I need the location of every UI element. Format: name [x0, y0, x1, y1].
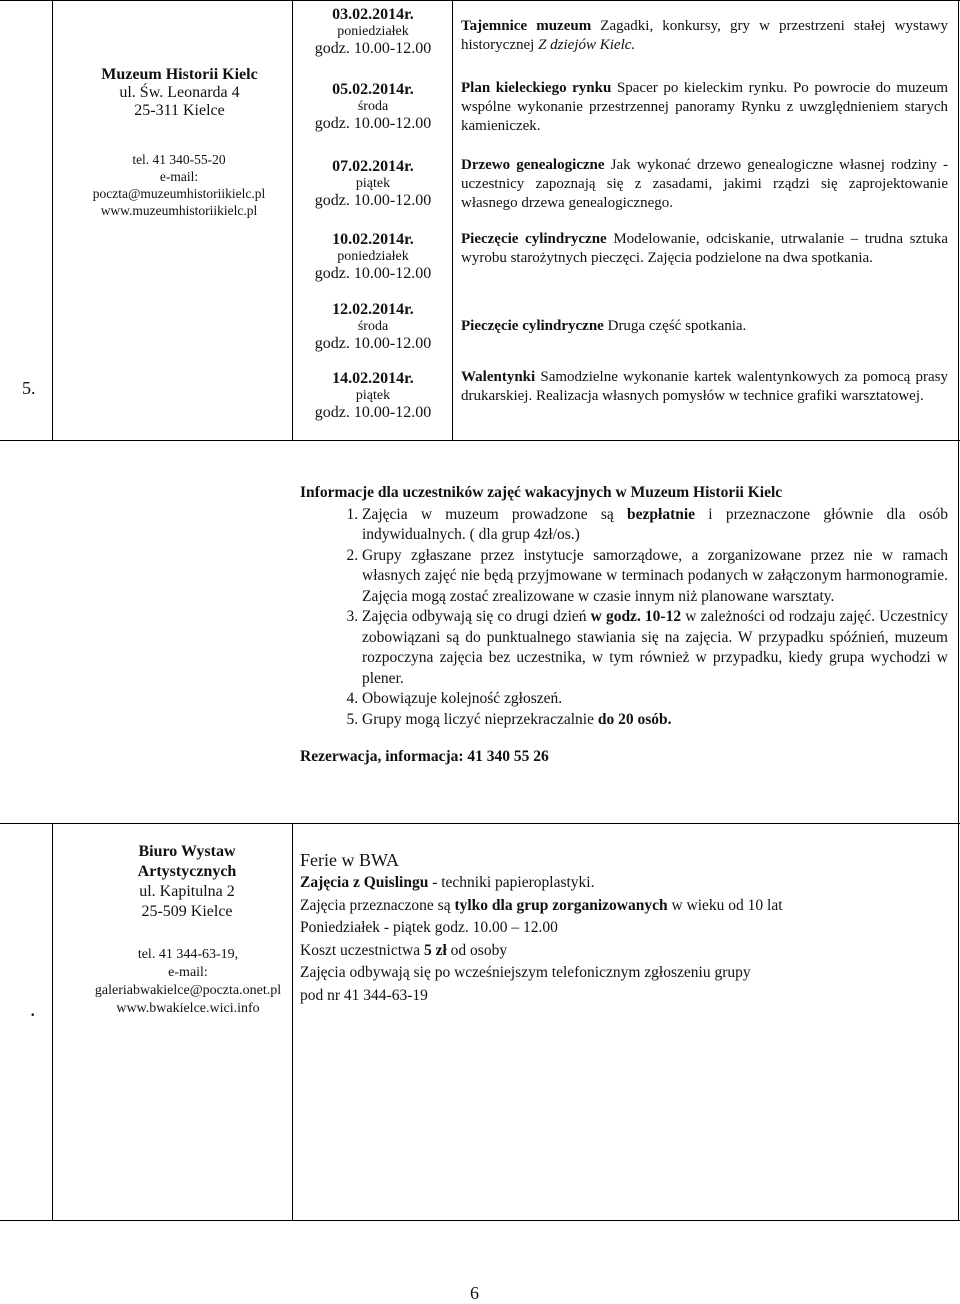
ferie-section	[300, 848, 950, 1007]
info-list	[300, 505, 950, 731]
activity-text: Druga część spotkania.	[603, 318, 747, 334]
institution-name-line2: Artystycznych	[137, 863, 237, 880]
ferie-line: Poniedziałek - piątek godz. 10.00 – 12.00	[300, 919, 558, 936]
institution-block	[72, 66, 287, 120]
contact-www: www.muzeumhistoriikielc.pl	[100, 203, 258, 218]
ferie-text: - techniki papieroplastyki.	[428, 874, 595, 891]
date-cell	[298, 231, 448, 282]
page-number: 6	[470, 1283, 479, 1303]
contact-tel: tel. 41 340-55-20	[132, 152, 226, 167]
date: 07.02.2014r.	[332, 158, 414, 175]
institution-street: ul. Św. Leonarda 4	[119, 84, 240, 101]
top-border	[0, 0, 960, 1]
ferie-text-bold: Zajęcia z Quislingu	[300, 874, 429, 891]
activity-description	[461, 17, 948, 55]
col-line-1	[52, 0, 53, 441]
col-line-3	[452, 0, 453, 441]
activity-text: Jak wykonać drzewo genealogiczne własnej rodziny - uczestnicy zapoznają się z zasadami, jakimi rządzi się zaprojektowanie własnego drzewa genealogicznego.	[461, 157, 949, 211]
info-text: Zajęcia w muzeum prowadzone są	[362, 505, 628, 523]
row-number: 5.	[22, 378, 36, 398]
info-item	[362, 710, 950, 731]
date: 05.02.2014r.	[332, 81, 414, 98]
info-text-bold: do 20 osób.	[597, 710, 672, 728]
info-text: i przeznaczone głównie dla osób indywidualnych. ( dla grup 4zł/os.)	[362, 505, 949, 543]
date-cell	[298, 158, 448, 209]
contact-block	[68, 151, 290, 219]
info-heading: Informacje dla uczestników zajęć wakacyjnych w Muzeum Historii Kielc	[300, 484, 783, 501]
contact-block	[60, 946, 316, 1018]
info-item	[362, 505, 950, 546]
ferie-line	[300, 872, 950, 895]
date: 14.02.2014r.	[332, 370, 414, 387]
ferie-text: Koszt uczestnictwa	[300, 941, 424, 959]
weekday: środa	[357, 99, 389, 114]
info-text-bold: w godz. 10-12	[590, 608, 682, 625]
info-text: Grupy zgłaszane przez instytucje samorządowe, a zorganizowane przez nie w ramach własnych zajęć nie będą przyjmowane w terminach podanych w załączonym harmonogramie. Zajęcia mogą zostać zrealizowane w czasie innym niż planowane warsztaty.	[362, 546, 948, 605]
row-number: .	[30, 996, 36, 1021]
info-section	[300, 483, 950, 768]
date-cell	[298, 6, 448, 57]
ferie-title: Ferie w BWA	[300, 850, 399, 870]
time: godz. 10.00-12.00	[314, 40, 432, 57]
weekday: środa	[357, 319, 389, 334]
ferie-text-bold: 5 zł	[423, 941, 447, 959]
weekday: poniedziałek	[337, 24, 409, 39]
activity-description	[461, 368, 948, 406]
ferie-text: Zajęcia przeznaczone są	[300, 896, 455, 914]
activity-text: Spacer po kieleckim rynku. Po powrocie do muzeum wspólne wykonanie przestrzennej panoramy Rynku z uwzględnieniem starych kamieniczek.	[461, 80, 948, 134]
activity-title: Pieczęcie cylindryczne	[461, 318, 604, 334]
contact-email-label: e-mail:	[168, 965, 208, 980]
info-text: Grupy mogą liczyć nieprzekraczalnie	[362, 710, 598, 728]
ferie-line: Zajęcia odbywają się po wcześniejszym telefonicznym zgłoszeniu grupy	[300, 964, 751, 981]
row-divider	[0, 440, 960, 441]
info-text-bold: bezpłatnie	[627, 505, 696, 523]
activity-description	[461, 317, 948, 336]
activity-text-italic: Z dziejów Kielc.	[538, 37, 636, 53]
activity-title: Tajemnice muzeum	[461, 18, 592, 34]
activity-title: Plan kieleckiego rynku	[461, 80, 612, 96]
info-text: w zależności od rodzaju zajęć. Uczestnicy zobowiązani są do punktualnego stawiania się na zajęcia. W przypadku spóźnień, muzeum rozpoczyna zajęcia bez uczestnika, w tym również w przypadku, kiedy grupa wychodzi w plener.	[362, 608, 949, 687]
col-line-2b	[292, 823, 293, 1221]
ferie-line: pod nr 41 344-63-19	[300, 986, 428, 1004]
activity-text: Zagadki, konkursy, gry w przestrzeni stałej wystawy historycznej	[461, 18, 949, 53]
contact-email: poczta@muzeumhistoriikielc.pl	[92, 186, 266, 201]
institution-city: 25-509 Kielce	[141, 903, 233, 920]
contact-tel: tel. 41 344-63-19,	[137, 947, 239, 962]
time: godz. 10.00-12.00	[314, 265, 432, 282]
contact-email-label: e-mail:	[159, 169, 199, 184]
institution-name: Muzeum Historii Kielc	[101, 66, 258, 83]
ferie-line	[300, 895, 950, 918]
date: 03.02.2014r.	[332, 6, 414, 23]
date: 12.02.2014r.	[332, 301, 414, 318]
time: godz. 10.00-12.00	[314, 404, 432, 421]
date-cell	[298, 301, 448, 352]
institution-name-line1: Biuro Wystaw	[138, 843, 236, 860]
info-text: Zajęcia odbywają się co drugi dzień	[362, 608, 591, 625]
contact-www: www.bwakielce.wici.info	[116, 1001, 260, 1016]
activity-description	[461, 230, 948, 268]
institution-block	[92, 842, 282, 922]
date-cell	[298, 370, 448, 421]
row-divider-2	[0, 823, 960, 824]
activity-title: Drzewo genealogiczne	[461, 157, 605, 173]
weekday: piątek	[355, 388, 391, 403]
ferie-line	[300, 940, 950, 963]
reservation-line: Rezerwacja, informacja: 41 340 55 26	[300, 748, 549, 765]
time: godz. 10.00-12.00	[314, 115, 432, 132]
date-cell	[298, 81, 448, 132]
info-item	[362, 546, 950, 608]
institution-city: 25-311 Kielce	[134, 102, 225, 119]
ferie-text-bold: tylko dla grup zorganizowanych	[454, 896, 668, 914]
time: godz. 10.00-12.00	[314, 192, 432, 209]
ferie-text: od osoby	[446, 941, 508, 959]
weekday: poniedziałek	[337, 249, 409, 264]
contact-email: galeriabwakielce@poczta.onet.pl	[94, 983, 282, 998]
activity-title: Pieczęcie cylindryczne	[461, 231, 607, 247]
activity-title: Walentynki	[461, 369, 536, 385]
info-item	[362, 689, 950, 710]
info-item	[362, 607, 950, 689]
activity-text: Modelowanie, odciskanie, utrwalanie – trudna sztuka wyrobu starożytnych pieczęci. Zajęcia podzielone na dwa spotkania.	[461, 231, 948, 266]
activity-description	[461, 79, 948, 136]
right-border	[958, 0, 959, 1221]
info-text: Obowiązuje kolejność zgłoszeń.	[362, 690, 563, 707]
activity-description	[461, 156, 948, 213]
institution-street: ul. Kapitulna 2	[139, 883, 235, 900]
ferie-text: w wieku od 10 lat	[667, 896, 783, 914]
activity-text: Samodzielne wykonanie kartek walentynkowych za pomocą prasy drukarskiej. Realizacja własnych pomysłów w technice grafiki warsztatowej.	[461, 369, 948, 404]
col-line-1b	[52, 823, 53, 1221]
col-line-2	[292, 0, 293, 441]
weekday: piątek	[355, 176, 391, 191]
date: 10.02.2014r.	[332, 231, 414, 248]
time: godz. 10.00-12.00	[314, 335, 432, 352]
bottom-border	[0, 1220, 960, 1221]
